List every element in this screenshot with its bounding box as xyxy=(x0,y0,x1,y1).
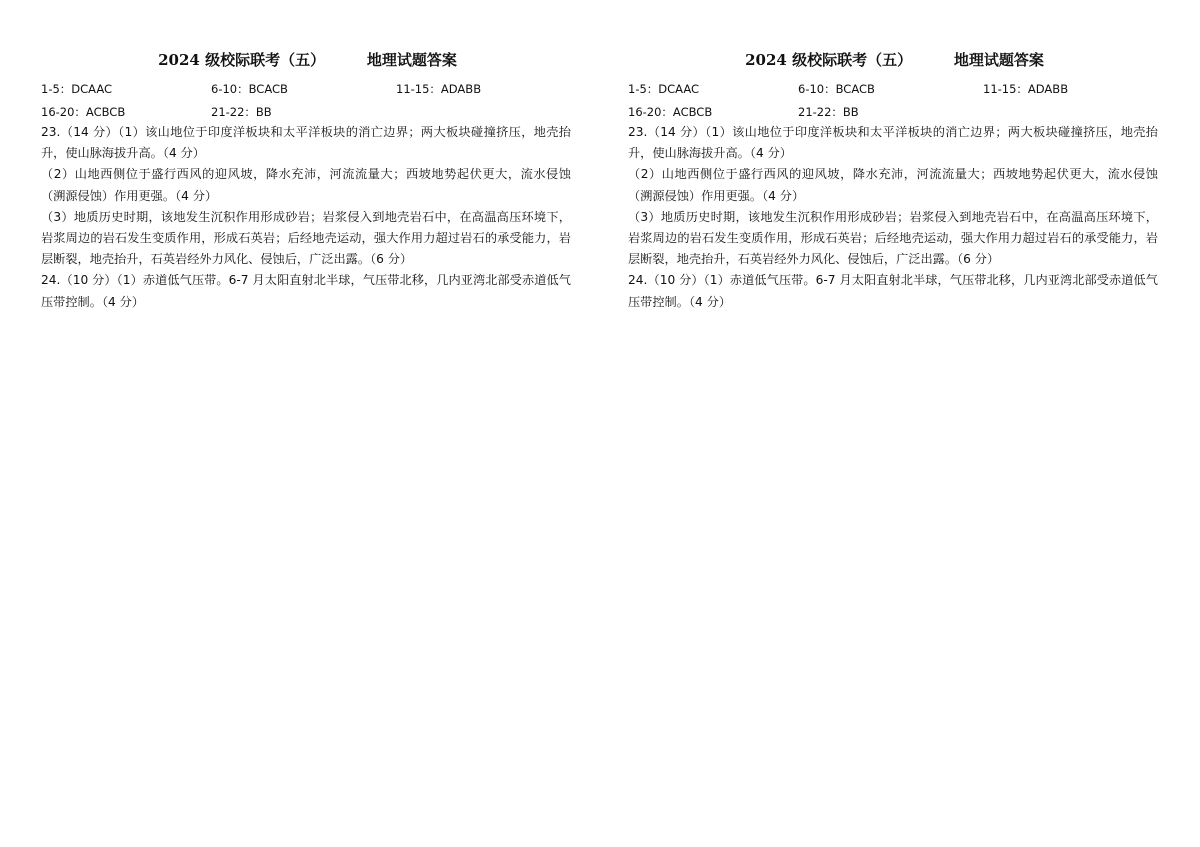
page-title: 2024 级校际联考（五） 地理试题答案 xyxy=(158,51,457,69)
mc-answer-1-5: 1-5：DCAAC xyxy=(41,82,113,96)
mc-answer-11-15: 11-15：ADABB xyxy=(396,82,482,96)
mc-answer-16-20: 16-20：ACBCB xyxy=(41,105,126,119)
mc-answer-6-10: 6-10：BCACB xyxy=(798,82,875,96)
mc-answer-1-5: 1-5：DCAAC xyxy=(628,82,700,96)
q23-part1: 23.（14 分）（1）该山地位于印度洋板块和太平洋板块的消亡边界；两大板块碰撞挤压，地壳抬升，使山脉海拔升高。（4 分） xyxy=(628,125,1158,161)
q24-part1: 24.（10 分）（1）赤道低气压带。6-7 月太阳直射北半球，气压带北移，几内亚湾北部受赤道低气压带控制。（4 分） xyxy=(41,273,571,309)
mc-answer-21-22: 21-22：BB xyxy=(211,105,272,119)
answer-sheet-right xyxy=(612,0,1177,847)
mc-answer-21-22: 21-22：BB xyxy=(798,105,859,119)
answer-sheet-left xyxy=(25,0,590,847)
q23-part3: （3）地质历史时期，该地发生沉积作用形成砂岩；岩浆侵入到地壳岩石中，在高温高压环境下，岩浆周边的岩石发生变质作用，形成石英岩；后经地壳运动，强大作用力超过岩石的承受能力，岩层断裂，地壳抬升，石英岩经外力风化、侵蚀后，广泛出露。（6 分） xyxy=(628,209,1158,267)
q23-part3: （3）地质历史时期，该地发生沉积作用形成砂岩；岩浆侵入到地壳岩石中，在高温高压环境下，岩浆周边的岩石发生变质作用，形成石英岩；后经地壳运动，强大作用力超过岩石的承受能力，岩层断裂，地壳抬升，石英岩经外力风化、侵蚀后，广泛出露。（6 分） xyxy=(41,209,571,267)
q23-part2: （2）山地西侧位于盛行西风的迎风坡，降水充沛，河流流量大；西坡地势起伏更大，流水侵蚀（溯源侵蚀）作用更强。（4 分） xyxy=(628,167,1158,203)
mc-answer-6-10: 6-10：BCACB xyxy=(211,82,288,96)
q23-part2: （2）山地西侧位于盛行西风的迎风坡，降水充沛，河流流量大；西坡地势起伏更大，流水侵蚀（溯源侵蚀）作用更强。（4 分） xyxy=(41,167,571,203)
answer-body xyxy=(41,122,571,313)
page-title: 2024 级校际联考（五） 地理试题答案 xyxy=(745,51,1044,69)
q24-part1: 24.（10 分）（1）赤道低气压带。6-7 月太阳直射北半球，气压带北移，几内亚湾北部受赤道低气压带控制。（4 分） xyxy=(628,273,1158,309)
answer-body xyxy=(628,122,1158,313)
q23-part1: 23.（14 分）（1）该山地位于印度洋板块和太平洋板块的消亡边界；两大板块碰撞挤压，地壳抬升，使山脉海拔升高。（4 分） xyxy=(41,125,571,161)
mc-answer-16-20: 16-20：ACBCB xyxy=(628,105,713,119)
mc-answer-11-15: 11-15：ADABB xyxy=(983,82,1069,96)
